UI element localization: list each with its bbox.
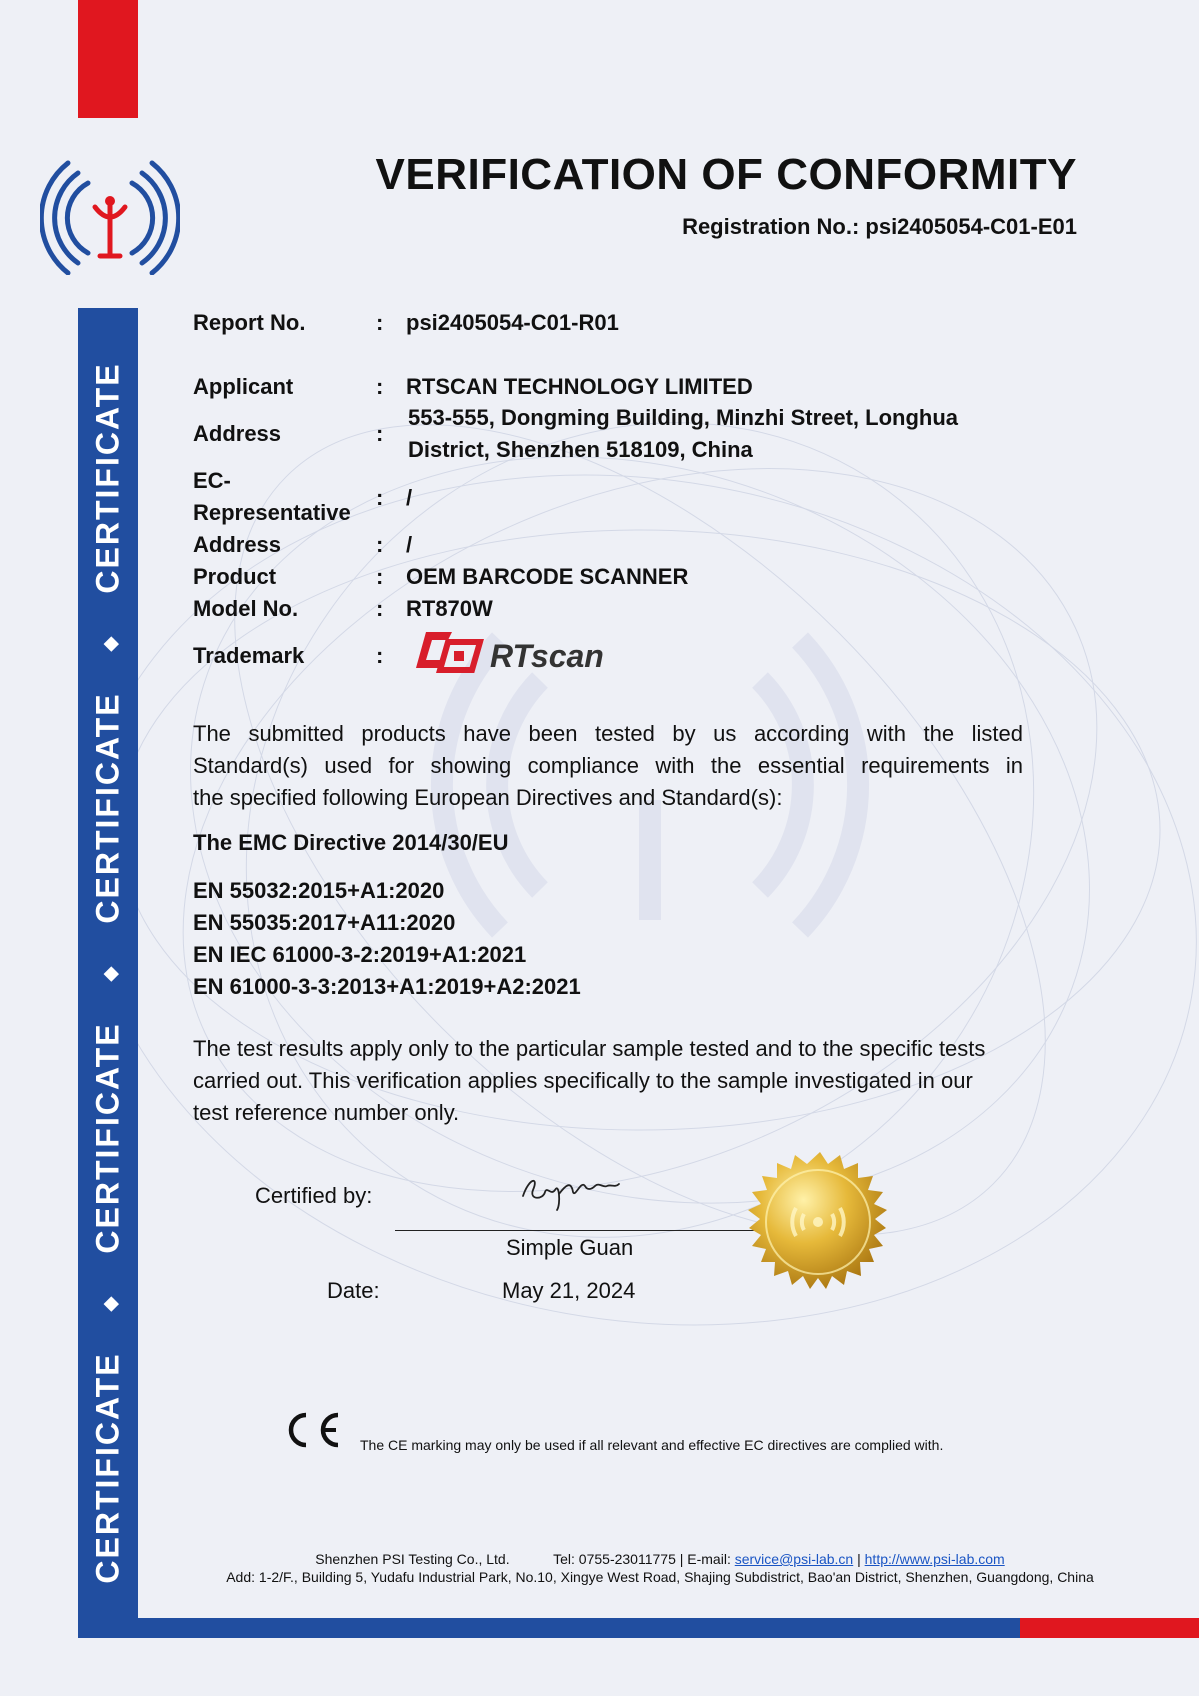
colon: : (376, 596, 384, 621)
intro-line-3: the specified following European Directives and Standard(s): (193, 785, 783, 810)
standard-item: EN 55035:2017+A11:2020 (193, 910, 456, 935)
address-label: Address (193, 421, 282, 446)
ce-mark-icon (286, 1410, 346, 1450)
rtscan-trademark-logo (412, 630, 612, 678)
standard-item: EN IEC 61000-3-2:2019+A1:2021 (193, 942, 527, 967)
bottom-blue-band (78, 1618, 1020, 1638)
registration-number: Registration No.: psi2405054-C01-E01 (682, 214, 1077, 239)
scope-note-paragraph (193, 1033, 1093, 1129)
footer-address: Add: 1-2/F., Building 5, Yudafu Industrial Park, No.10, Xingye West Road, Shajing Subdistrict, Bao'an District, Shenzhen, Guangdong, China (226, 1569, 1094, 1585)
ec-rep-label-line-2: Representative (193, 500, 351, 525)
intro-paragraph (193, 718, 1023, 814)
date-value: May 21, 2024 (502, 1278, 636, 1303)
certified-by-label: Certified by: (255, 1183, 373, 1208)
signature-line (395, 1230, 755, 1231)
colon: : (376, 643, 384, 668)
intro-line-1: The submitted products have been tested by us according with the listed (193, 721, 1023, 746)
footer-separator: | (857, 1551, 861, 1567)
gold-seal (740, 1150, 900, 1310)
ec-rep-value: / (406, 485, 413, 510)
footer-email-link[interactable]: service@psi-lab.cn (734, 1551, 854, 1567)
ce-marking-note: The CE marking may only be used if all relevant and effective EC directives are complied with. (360, 1437, 944, 1453)
antenna-logo-icon (40, 155, 180, 275)
colon: : (376, 564, 384, 589)
address-line-2: District, Shenzhen 518109, China (408, 437, 753, 462)
standard-item: EN 55032:2015+A1:2020 (193, 878, 445, 903)
trademark-brand-text: RTscan (490, 638, 604, 674)
trademark-label: Trademark (193, 643, 305, 668)
page-title: VERIFICATION OF CONFORMITY (375, 150, 1077, 199)
footer-contact-line (140, 1551, 1180, 1567)
colon: : (376, 421, 384, 446)
top-red-ribbon (78, 0, 138, 118)
product-label: Product (193, 564, 277, 589)
colon: : (376, 374, 384, 399)
date-label: Date: (327, 1278, 380, 1303)
report-no-label: Report No. (193, 310, 306, 335)
model-value: RT870W (406, 596, 493, 621)
product-value: OEM BARCODE SCANNER (406, 564, 689, 589)
applicant-label: Applicant (193, 374, 294, 399)
address-line-1: 553-555, Dongming Building, Minzhi Street, Longhua (408, 405, 959, 430)
footer-company: Shenzhen PSI Testing Co., Ltd. (315, 1551, 510, 1567)
note-line-3: test reference number only. (193, 1100, 460, 1125)
bottom-red-band (1020, 1618, 1199, 1638)
applicant-value: RTSCAN TECHNOLOGY LIMITED (406, 374, 753, 399)
rep-address-label: Address (193, 532, 282, 557)
signatory-name: Simple Guan (506, 1235, 634, 1260)
model-label: Model No. (193, 596, 299, 621)
directive-name: The EMC Directive 2014/30/EU (193, 830, 509, 855)
note-line-1: The test results apply only to the particular sample tested and to the specific tests (193, 1036, 986, 1061)
handwritten-signature (515, 1166, 635, 1216)
standard-item: EN 61000-3-3:2013+A1:2019+A2:2021 (193, 974, 581, 999)
colon: : (376, 310, 384, 335)
side-certificate-text: CERTIFICATE◆CERTIFICATE◆CERTIFICATE◆CERTIFICATE (89, 362, 126, 1584)
colon: : (376, 485, 384, 510)
intro-line-2: Standard(s) used for showing compliance with the essential requirements in (193, 753, 1023, 778)
rep-address-value: / (406, 532, 413, 557)
report-no-value: psi2405054-C01-R01 (406, 310, 619, 335)
footer-website-link[interactable]: http://www.psi-lab.com (864, 1551, 1005, 1567)
colon: : (376, 532, 384, 557)
note-line-2: carried out. This verification applies specifically to the sample investigated in our (193, 1068, 973, 1093)
ec-rep-label-line-1: EC- (193, 468, 231, 493)
footer-tel: Tel: 0755-23011775 | E-mail: (553, 1551, 731, 1567)
